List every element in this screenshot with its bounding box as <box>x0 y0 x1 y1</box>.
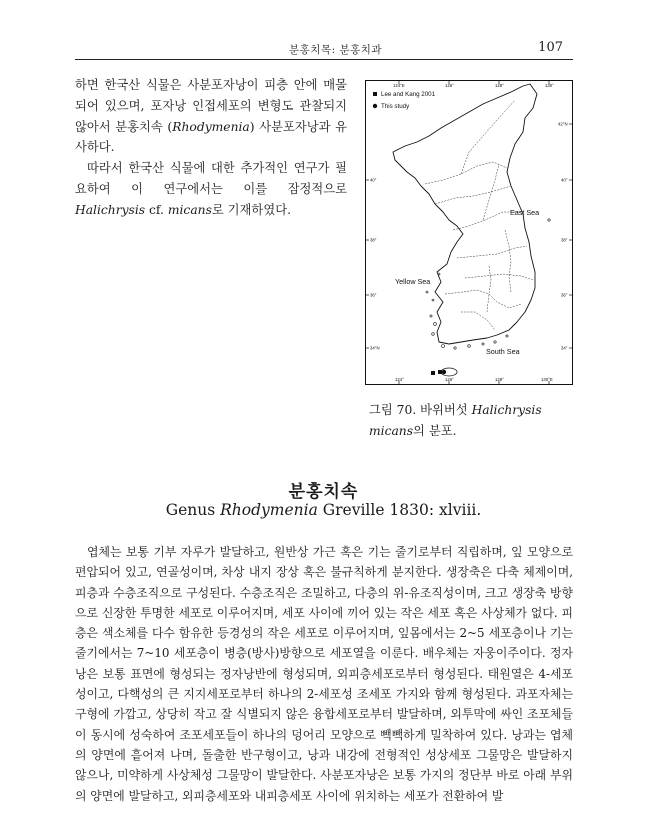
sea-label-south: South Sea <box>486 347 520 356</box>
tick-right-3: 36° <box>561 292 568 298</box>
record-square-2 <box>438 370 442 374</box>
tick-left-3: 34°N <box>370 345 380 351</box>
tick-bottom-0: 124° <box>395 377 404 382</box>
intro-paragraph-2: 따라서 한국산 식물에 대한 추가적인 연구가 필요하여 이 연구에서는 이를 잠정적으로 Halichrysis cf. micans로 기재하였다. <box>75 161 347 217</box>
description-paragraph: 엽체는 보통 기부 자루가 발달하고, 원반상 가근 혹은 기는 줄기로부터 직립하며, 잎 모양으로 편압되어 있고, 연골성이며, 차상 내지 장상 혹은 불규칙하게 분지한다. 생장축은 다축 체제이며, 피층과 수층조직으로 구성된다. 수층조직은 조밀하고, 다층의 위-유조직성이며, 크고 생장축 방향으로 신장한 투명한 세포로 이루어지며, 세포 사이에 끼어 있는 작은 세포 혹은 사상체가 없다. 피층은 색소체를 다수 함유한 등경성의 작은 세포로 이루어지며, 잎몸에서는 2~5 세포층이나 기는 줄기에서는 7~10 세포층이 병층(방사)방향으로 세포열을 이룬다. 배우체는 자웅이주이다. 정자낭은 보통 표면에 형성되는 정자낭반에 형성되며, 외피층세포로부터 형성된다. 태원열은 4-세포성이고, 다핵성의 큰 지지세포로부터 하나의 2-세포성 조세포 가지와 함께 형성된다. 과포자체는 구형에 가깝고, 상당히 작고 잘 식별되지 않은 융합세포로부터 발달하며, 외투막에 싸인 조포체들이 동시에 성숙하여 조포세포들이 하나의 덩어리 모양으로 빽빽하게 밀착하여 있다. 낭과는 엽체의 양면에 흩어져 나며, 돌출한 반구형이고, 낭과 내강에 전형적인 성상세포 그물망은 발달하지 않으나, 미약하게 사상체성 그물망이 발달한다. 사분포자낭은 보통 가지의 정단부 바로 아래 부위의 양면에 발달하고, 외피층세포와 내피층세포 사이에 위치하는 세포가 전환하여 발 <box>75 545 573 803</box>
tick-right-1: 40° <box>561 177 568 183</box>
tick-top-0: 124°E <box>393 83 405 88</box>
tick-bottom-1: 126° <box>445 377 454 382</box>
record-circle-1 <box>442 370 446 374</box>
sea-label-yellow: Yellow Sea <box>395 277 431 286</box>
tick-left-1: 38° <box>370 237 377 243</box>
tick-left-2: 36° <box>370 292 377 298</box>
tick-bottom-2: 128° <box>495 377 504 382</box>
tick-top-2: 128° <box>495 83 504 88</box>
genus-description <box>75 542 573 806</box>
tick-right-2: 38° <box>561 237 568 243</box>
legend-label-1: This study <box>381 103 410 110</box>
tick-left-0: 40° <box>370 177 377 183</box>
tick-right-0: 42°N <box>558 121 568 127</box>
legend-circle-marker <box>373 104 377 108</box>
section-title: 분홍치속 <box>288 482 359 502</box>
tick-right-4: 34° <box>561 345 568 351</box>
running-header: 분홍치목: 분홍치과 <box>289 44 383 56</box>
tick-top-1: 126° <box>445 83 454 88</box>
section-subtitle: Genus Rhodymenia Greville 1830: xlviii. <box>165 501 482 519</box>
record-square-1 <box>431 371 435 375</box>
sea-label-east: East Sea <box>510 208 540 217</box>
page-number: 107 <box>538 40 563 55</box>
distribution-map <box>365 80 573 385</box>
legend-label-0: Lee and Kang 2001 <box>381 91 436 98</box>
header-rule <box>75 59 573 60</box>
legend-square-marker <box>373 92 377 96</box>
figure-caption: 그림 70. 바위버섯 Halichrysis micans의 분포. <box>369 403 542 438</box>
tick-bottom-3: 130°E <box>541 377 553 382</box>
intro-paragraph-1: 하면 한국산 식물은 사분포자낭이 피층 안에 매몰되어 있으며, 포자낭 인접세포의 변형도 관찰되지 않아서 분홍치속 (Rhodymenia) 사분포자낭과 유사하다. <box>75 78 347 155</box>
intro-text <box>75 75 347 221</box>
tick-top-3: 130° <box>545 83 554 88</box>
